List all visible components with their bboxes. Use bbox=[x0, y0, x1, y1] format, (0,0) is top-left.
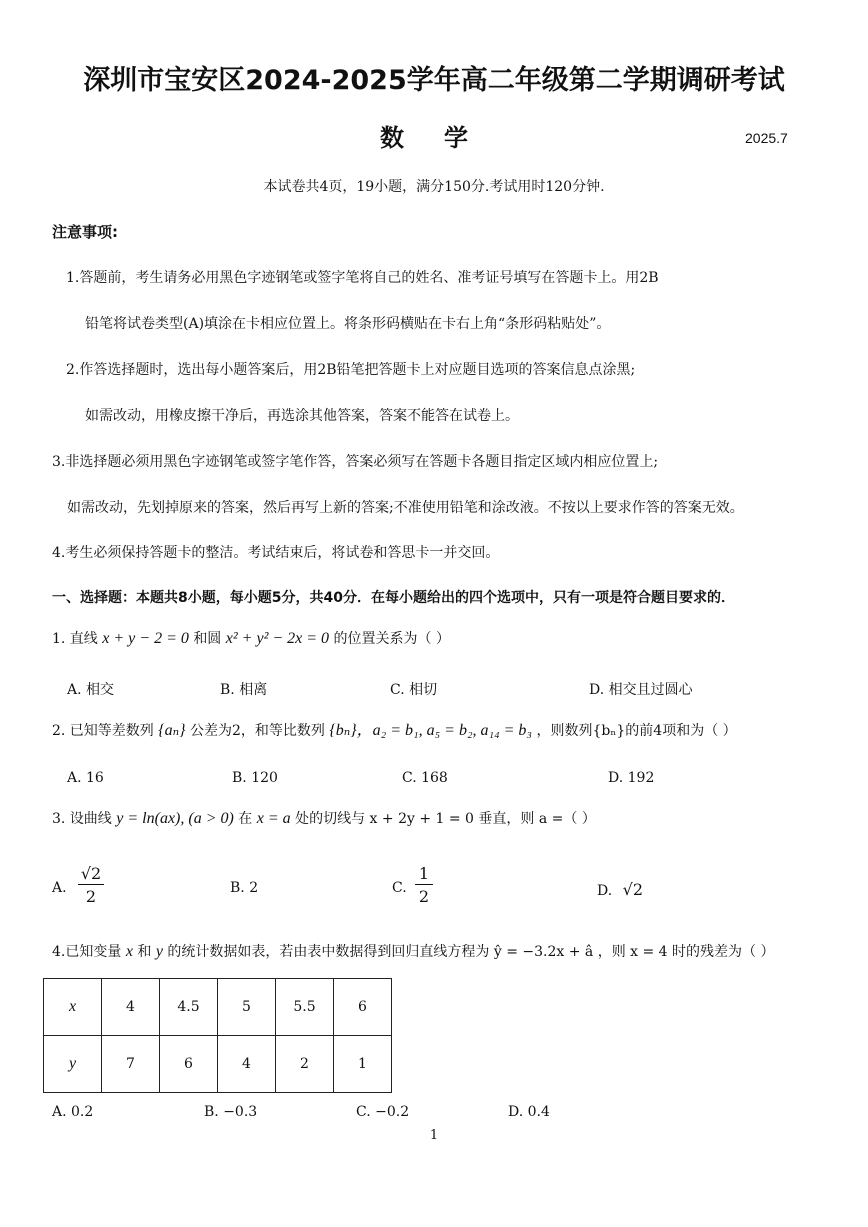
table-cell: 7 bbox=[102, 1036, 160, 1093]
table-cell: 5 bbox=[218, 979, 276, 1036]
note-item: 2.作答选择题时，选出每小题答案后，用2B铅笔把答题卡上对应题目选项的答案信息点涂黑; bbox=[66, 362, 636, 378]
note-item: 1.答题前，考生请务必用黑色字迹钢笔或签字笔将自己的姓名、准考证号填写在答题卡上。用2B bbox=[66, 270, 659, 286]
table-cell: 5.5 bbox=[276, 979, 334, 1036]
question-1-prefix: 1. 直线 bbox=[52, 631, 98, 647]
question-3-option-b: B. 2 bbox=[230, 880, 259, 896]
question-4-suffix: 的统计数据如表，若由表中数据得到回归直线方程为 ŷ = −3.2x + â ，则 x = 4 时的残差为（ ） bbox=[167, 944, 775, 960]
question-1-option-d: D. 相交且过圆心 bbox=[589, 682, 693, 698]
fraction-denominator: 2 bbox=[418, 887, 430, 906]
question-2-option-c: C. 168 bbox=[402, 770, 448, 786]
question-2-option-b: B. 120 bbox=[232, 770, 278, 786]
question-3-option-d-value: √2 bbox=[622, 880, 644, 899]
fraction-denominator: 2 bbox=[85, 887, 97, 906]
exam-info: 本试卷共4页，19小题，满分150分.考试用时120分钟. bbox=[263, 179, 605, 195]
question-2-mid: 公差为2，和等比数列 bbox=[190, 723, 325, 739]
question-1-suffix: 的位置关系为（ ） bbox=[333, 631, 450, 647]
question-1-line-equation: x + y − 2 = 0 bbox=[102, 630, 189, 647]
question-3-option-c-label: C. bbox=[392, 880, 407, 896]
question-4-option-d: D. 0.4 bbox=[508, 1104, 550, 1120]
table-cell: x bbox=[44, 979, 102, 1036]
section-heading: 一、选择题：本题共8小题，每小题5分，共40分．在每小题给出的四个选项中，只有一项是符合题目要求的． bbox=[52, 590, 735, 606]
question-4-mid: 和 bbox=[137, 944, 152, 960]
question-3-curve: y = ln(ax), (a > 0) bbox=[116, 810, 234, 827]
question-2-option-a: A. 16 bbox=[67, 770, 104, 786]
question-3-suffix: 处的切线与 x + 2y + 1 = 0 垂直，则 a =（ ） bbox=[295, 811, 596, 827]
exam-date: 2025.7 bbox=[745, 130, 788, 146]
question-2-conditions: {bₙ}，a₂ = b₁, a₅ = b₂, a₁₄ = b₃ bbox=[329, 722, 532, 739]
note-item: 铅笔将试卷类型(A)填涂在卡相应位置上。将条形码横贴在卡右上角“条形码粘贴处”。 bbox=[85, 316, 611, 332]
table-cell: 6 bbox=[334, 979, 392, 1036]
table-cell: 4 bbox=[218, 1036, 276, 1093]
question-4-stem bbox=[52, 941, 774, 961]
table-cell: y bbox=[44, 1036, 102, 1093]
question-3-option-d-label bbox=[597, 880, 643, 899]
exam-title: 深圳市宝安区2024-2025学年高二年级第二学期调研考试 bbox=[83, 65, 785, 96]
question-4-option-c: C. −0.2 bbox=[356, 1104, 410, 1120]
question-2-prefix: 2. 已知等差数列 bbox=[52, 723, 154, 739]
question-3-option-a-fraction bbox=[78, 864, 104, 906]
question-3-option-a-label: A. bbox=[52, 880, 67, 896]
table-cell: 6 bbox=[160, 1036, 218, 1093]
table-cell: 2 bbox=[276, 1036, 334, 1093]
question-2-seq-a: {aₙ} bbox=[158, 722, 186, 739]
table-row bbox=[44, 979, 392, 1036]
note-item: 3.非选择题必须用黑色字迹钢笔或签字笔作答，答案必须写在答题卡各题目指定区域内相应位置上; bbox=[52, 454, 659, 470]
question-3-option-c-fraction bbox=[415, 864, 433, 906]
table-row bbox=[44, 1036, 392, 1093]
question-2-stem bbox=[52, 717, 737, 740]
statistics-table bbox=[43, 978, 392, 1093]
table-cell: 4 bbox=[102, 979, 160, 1036]
table-cell: 4.5 bbox=[160, 979, 218, 1036]
fraction-numerator: √2 bbox=[78, 864, 104, 885]
question-2-suffix: ，则数列{bₙ}的前4项和为（ ） bbox=[536, 723, 737, 739]
question-1-option-b: B. 相离 bbox=[220, 682, 268, 698]
question-3-option-d: D. bbox=[597, 883, 613, 899]
notes-title: 注意事项: bbox=[52, 223, 118, 241]
question-3-stem bbox=[52, 808, 596, 828]
note-item: 如需改动，用橡皮擦干净后，再选涂其他答案，答案不能答在试卷上。 bbox=[85, 408, 519, 424]
question-4-var-y: y bbox=[155, 943, 163, 960]
question-1-stem bbox=[52, 628, 450, 648]
question-1-option-a: A. 相交 bbox=[67, 682, 115, 698]
question-4-prefix: 4.已知变量 bbox=[52, 944, 122, 960]
table-cell: 1 bbox=[334, 1036, 392, 1093]
question-2-option-d: D. 192 bbox=[608, 770, 655, 786]
question-4-option-a: A. 0.2 bbox=[52, 1104, 94, 1120]
question-4-option-b: B. −0.3 bbox=[204, 1104, 258, 1120]
question-3-mid: 在 bbox=[238, 811, 253, 827]
question-3-prefix: 3. 设曲线 bbox=[52, 811, 112, 827]
question-1-option-c: C. 相切 bbox=[390, 682, 438, 698]
fraction-numerator: 1 bbox=[415, 864, 433, 885]
question-1-circle-equation: x² + y² − 2x = 0 bbox=[225, 630, 330, 647]
question-3-point: x = a bbox=[256, 810, 291, 827]
page-number: 1 bbox=[429, 1128, 439, 1143]
note-item: 如需改动，先划掉原来的答案，然后再写上新的答案;不准使用铅笔和涂改液。不按以上要求作答的答案无效。 bbox=[67, 500, 744, 516]
question-1-mid: 和圆 bbox=[193, 631, 222, 647]
note-item: 4.考生必须保持答题卡的整洁。考试结束后，将试卷和答思卡一并交回。 bbox=[52, 545, 500, 561]
exam-subject: 数学 bbox=[380, 124, 508, 152]
question-4-var-x: x bbox=[125, 943, 133, 960]
